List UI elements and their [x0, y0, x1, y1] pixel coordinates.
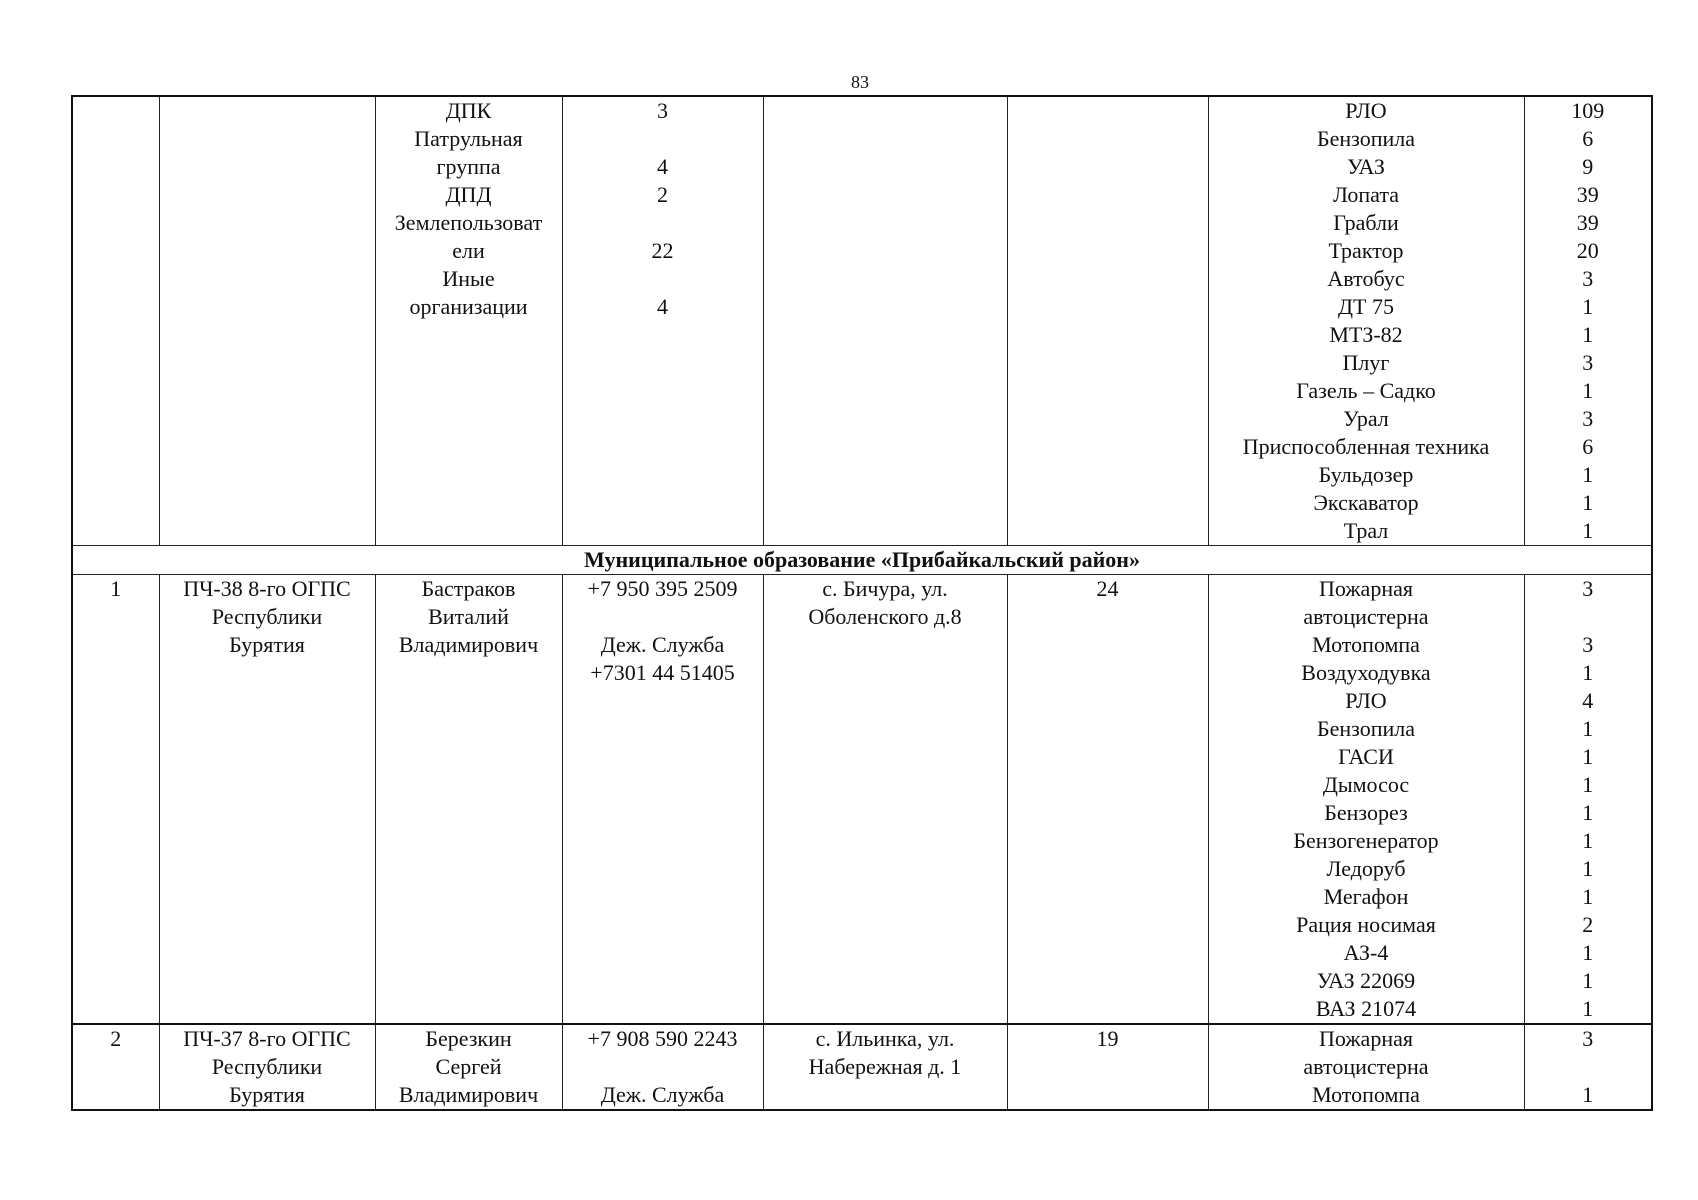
cell-staff — [1007, 96, 1208, 546]
cell-phone: +7 908 590 2243 Деж. Служба — [562, 1024, 763, 1110]
cell-staff: 19 — [1007, 1024, 1208, 1110]
cell-number — [72, 96, 159, 546]
cell-number: 2 — [72, 1024, 159, 1110]
cell-quantity: 3 1 — [1524, 1024, 1652, 1110]
section-title: Муниципальное образование «Прибайкальский район» — [72, 546, 1652, 575]
cell-forces: ДПК Патрульная группа ДПД Землепользоват ели Иные организации — [375, 96, 562, 546]
cell-equipment: Пожарная автоцистерна Мотопомпа — [1208, 1024, 1524, 1110]
cell-address — [763, 96, 1007, 546]
table-row — [72, 1024, 1652, 1110]
cell-staff: 24 — [1007, 575, 1208, 1025]
section-header-row — [72, 546, 1652, 575]
cell-unit: ПЧ-37 8-го ОГПС Республики Бурятия — [159, 1024, 375, 1110]
page-number: 83 — [851, 72, 869, 92]
cell-head: Березкин Сергей Владимирович — [375, 1024, 562, 1110]
cell-forces-count: 3 4 2 22 4 — [562, 96, 763, 546]
cell-head: Бастраков Виталий Владимирович — [375, 575, 562, 1025]
cell-number: 1 — [72, 575, 159, 1025]
cell-address: с. Бичура, ул. Оболенского д.8 — [763, 575, 1007, 1025]
resources-table — [71, 95, 1653, 1111]
cell-equipment: РЛО Бензопила УАЗ Лопата Грабли Трактор Автобус ДТ 75 МТЗ-82 Плуг Газель – Садко Урал Приспособленная техника Бульдозер Экскаватор Трал — [1208, 96, 1524, 546]
cell-phone: +7 950 395 2509 Деж. Служба +7301 44 51405 — [562, 575, 763, 1025]
cell-quantity: 3 3 1 4 1 1 1 1 1 1 1 2 1 1 1 — [1524, 575, 1652, 1025]
cell-quantity: 109 6 9 39 39 20 3 1 1 3 1 3 6 1 1 1 — [1524, 96, 1652, 546]
cell-unit: ПЧ-38 8-го ОГПС Республики Бурятия — [159, 575, 375, 1025]
cell-unit — [159, 96, 375, 546]
cell-equipment: Пожарная автоцистерна Мотопомпа Воздуходувка РЛО Бензопила ГАСИ Дымосос Бензорез Бензогенератор Ледоруб Мегафон Рация носимая АЗ-4 УАЗ 22069 ВАЗ 21074 — [1208, 575, 1524, 1025]
table-row — [72, 575, 1652, 1025]
cell-address: с. Ильинка, ул. Набережная д. 1 — [763, 1024, 1007, 1110]
table-row-continued — [72, 96, 1652, 546]
